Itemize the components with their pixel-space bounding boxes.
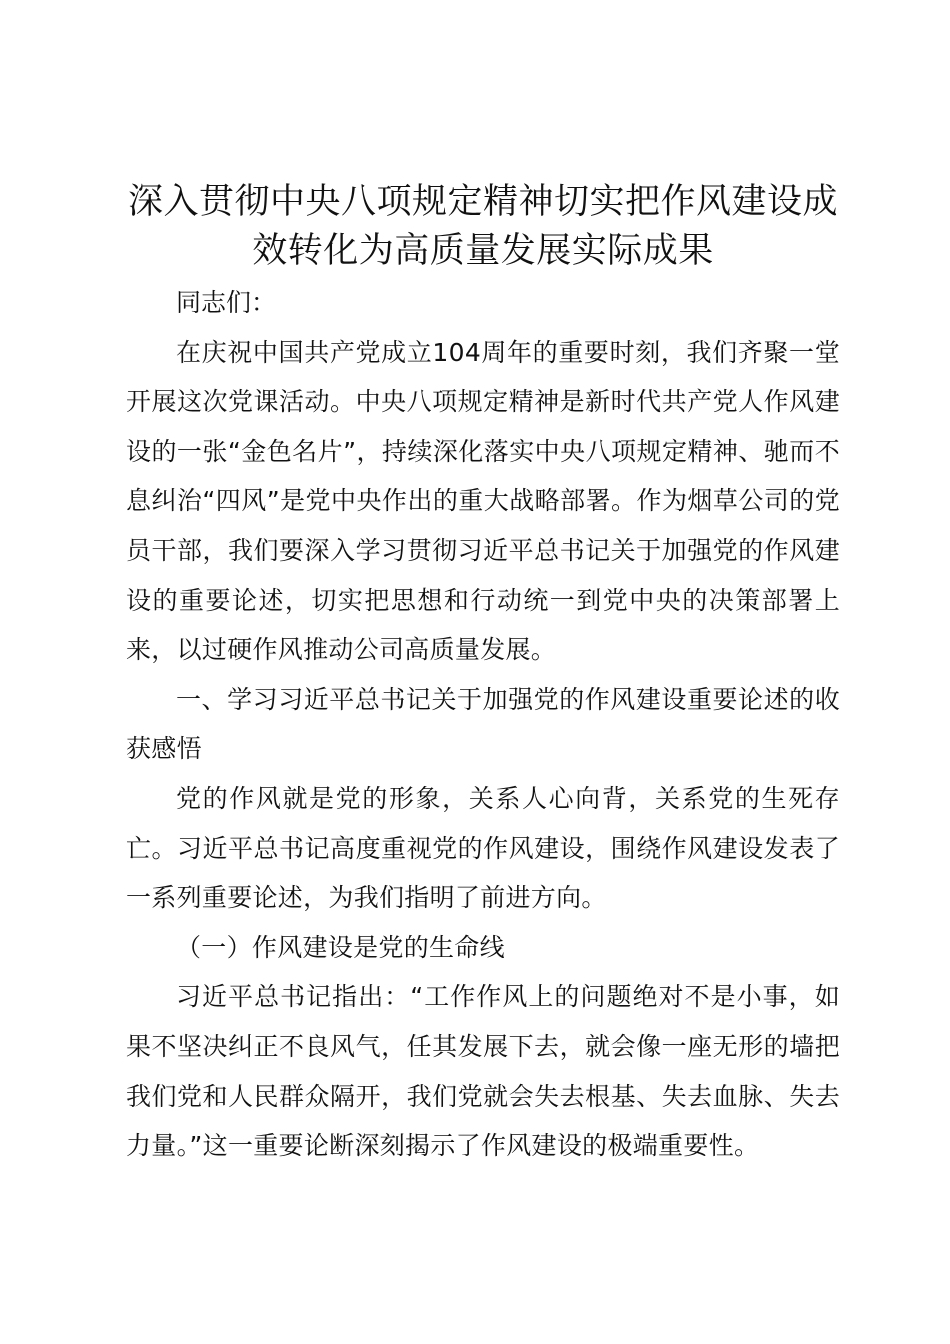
document-page <box>126 178 840 1171</box>
document-body <box>126 278 840 1171</box>
title-line-1: 深入贯彻中央八项规定精神切实把作风建设成 <box>127 182 838 222</box>
paragraph-subsection-1: 习近平总书记指出：“工作作风上的问题绝对不是小事，如果不坚决纠正不良风气，任其发展下去，就会像一座无形的墙把我们党和人民群众隔开，我们党就会失去根基、失去血脉、失去力量。”这一重要论断深刻揭示了作风建设的极端重要性。 <box>126 982 840 1161</box>
section-heading-1: 一、学习习近平总书记关于加强党的作风建设重要论述的收获感悟 <box>126 684 840 764</box>
paragraph-intro: 在庆祝中国共产党成立104周年的重要时刻，我们齐聚一堂开展这次党课活动。中央八项规定精神是新时代共产党人作风建设的一张“金色名片”，持续深化落实中央八项规定精神、驰而不息纠治“四风”是党中央作出的重大战略部署。作为烟草公司的党员干部，我们要深入学习贯彻习近平总书记关于加强党的作风建设的重要论述，切实把思想和行动统一到党中央的决策部署上来，以过硬作风推动公司高质量发展。 <box>126 337 840 665</box>
salutation: 同志们： <box>176 288 277 317</box>
subsection-heading-1: （一）作风建设是党的生命线 <box>176 932 505 962</box>
document-title <box>126 178 840 276</box>
paragraph-section-1: 党的作风就是党的形象，关系人心向背，关系党的生死存亡。习近平总书记高度重视党的作风建设，围绕作风建设发表了一系列重要论述，为我们指明了前进方向。 <box>126 783 840 913</box>
title-line-2: 效转化为高质量发展实际成果 <box>252 231 714 271</box>
